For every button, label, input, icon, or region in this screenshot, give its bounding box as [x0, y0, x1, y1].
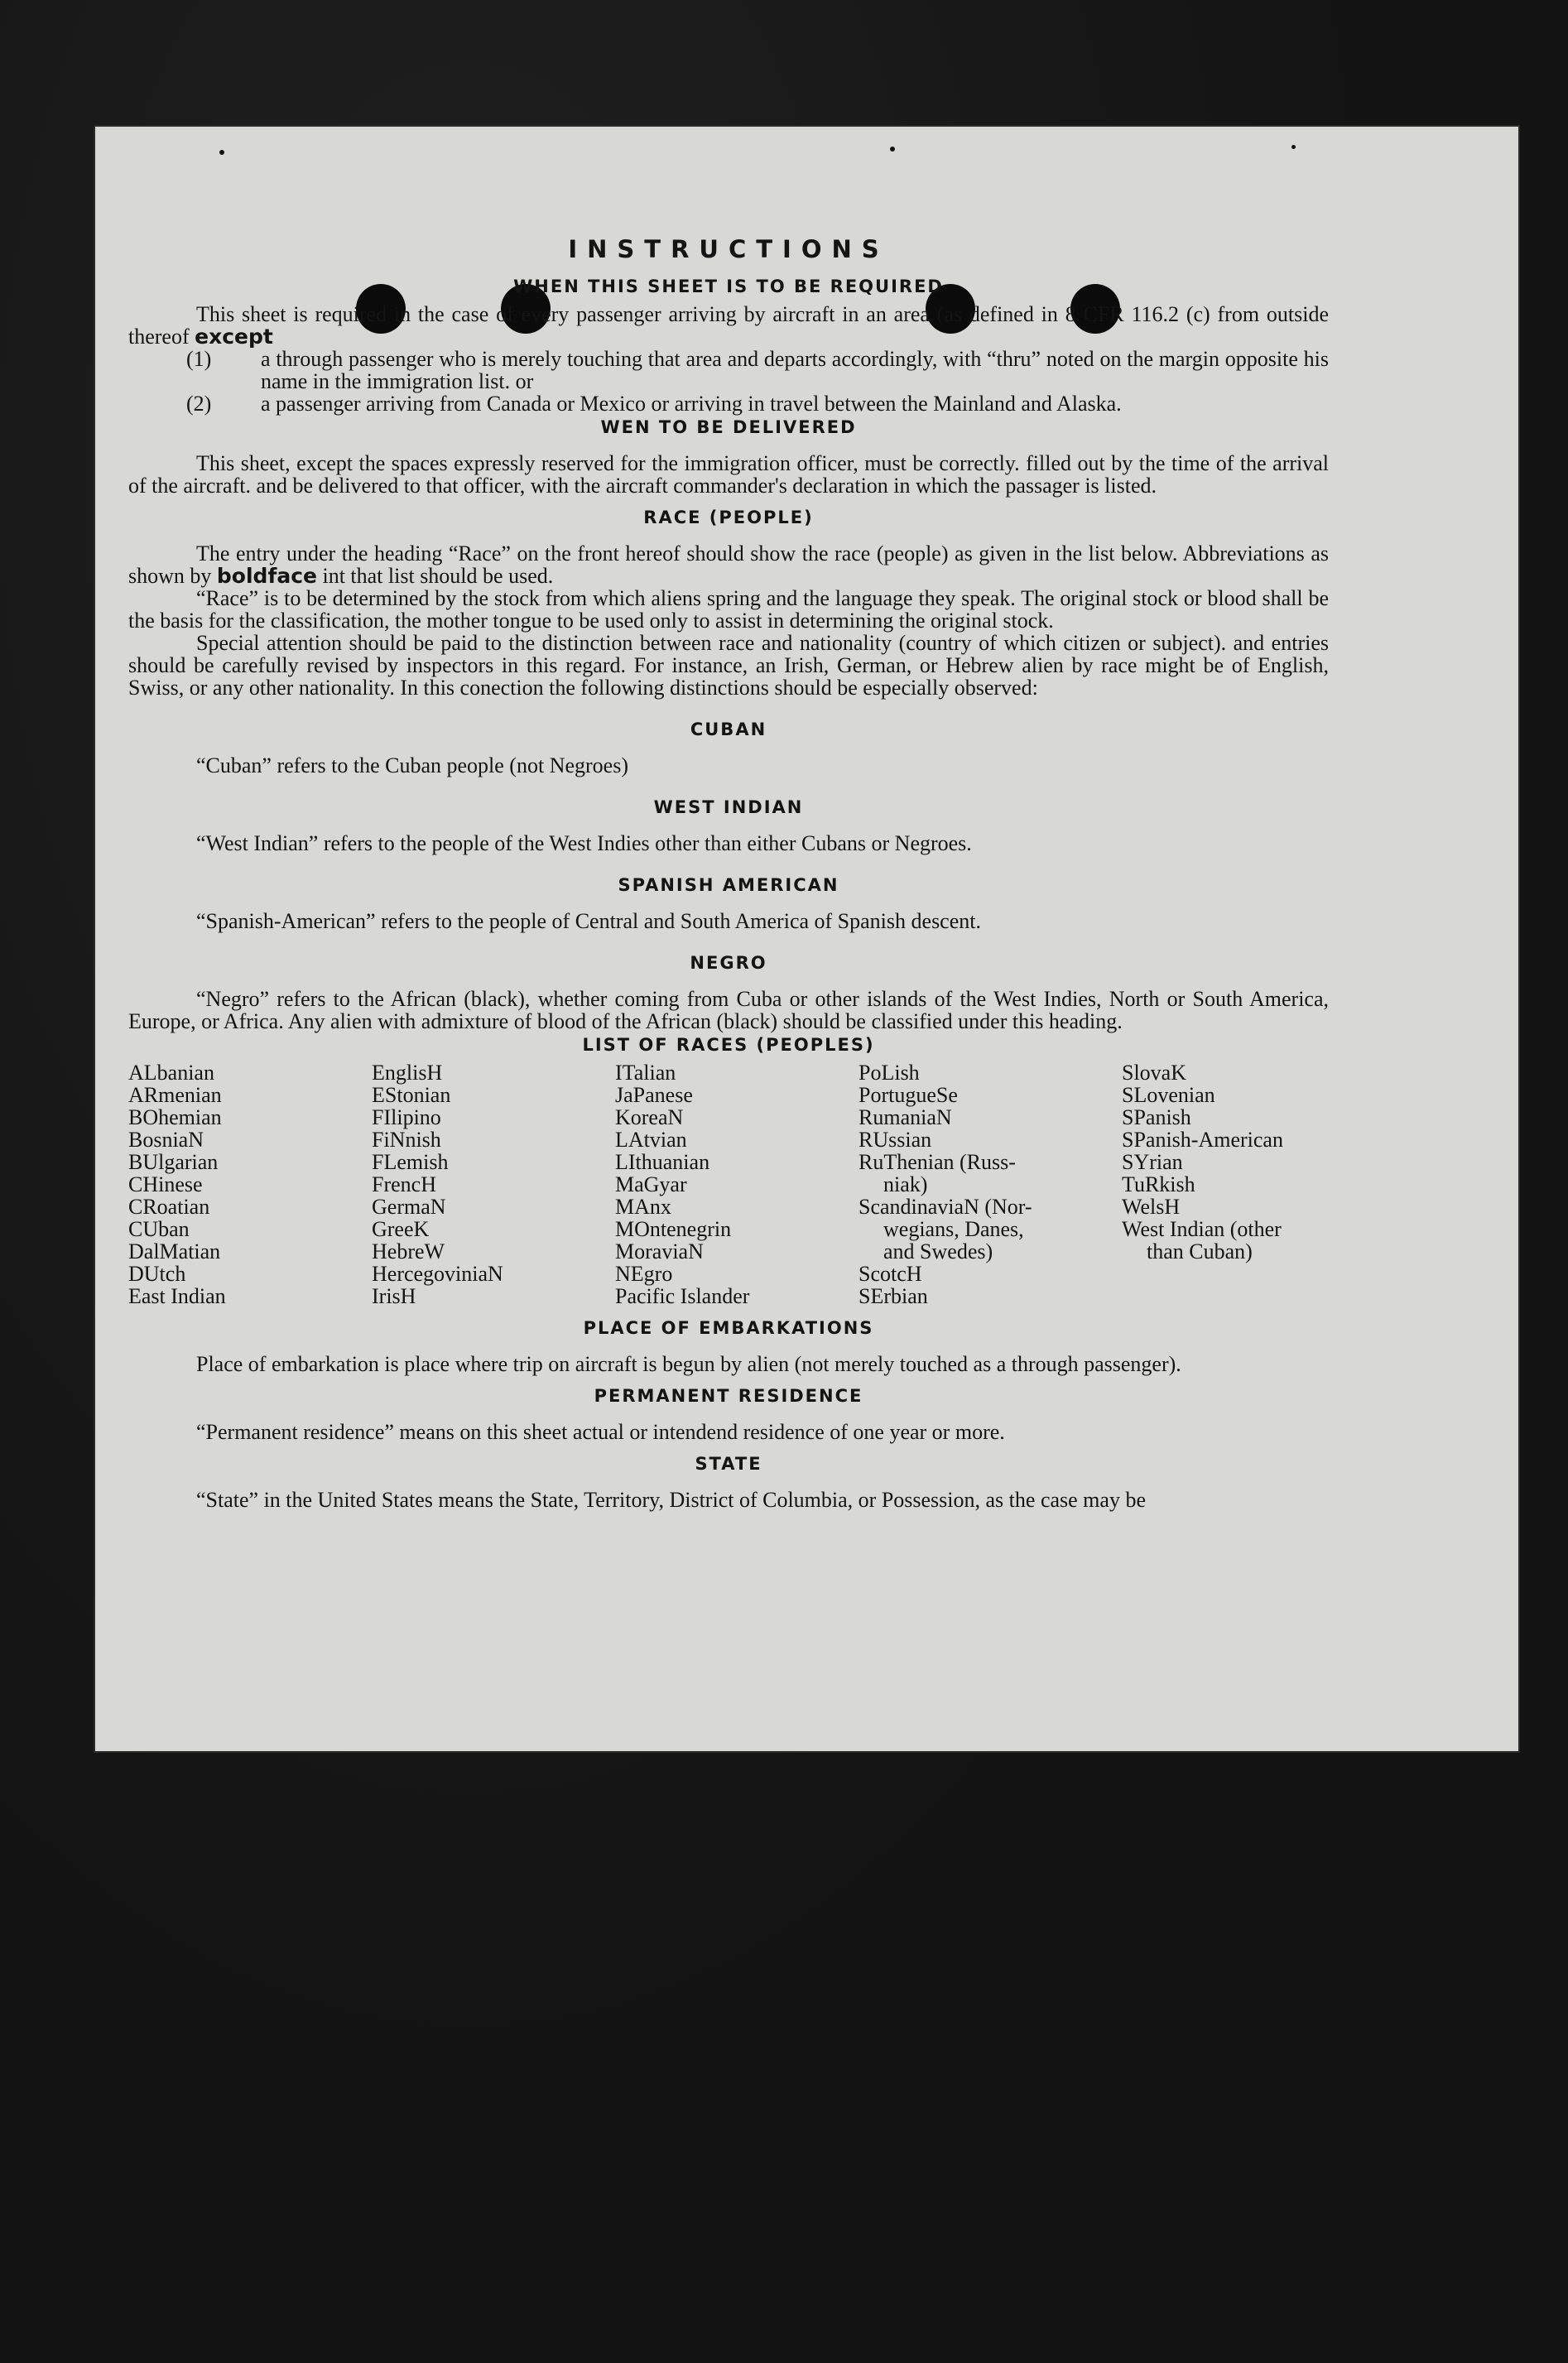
race-entry: RumaniaN: [859, 1105, 952, 1129]
section-text: “Permanent residence” means on this sheet actual or intendend residence of one year or more.: [196, 1420, 1005, 1444]
race-entry: East Indian: [128, 1284, 226, 1308]
instructions-body: [128, 235, 1329, 1512]
race-entry: MoraviaN: [615, 1239, 704, 1263]
section-text: This sheet is required in the case of every passenger arriving by aircraft in an area (as defined in 8 CFR 116.2 (c) from outside thereof except: [128, 302, 1329, 349]
race-entry: FrencH: [372, 1172, 436, 1196]
race-entry: CHinese: [128, 1172, 203, 1196]
race-column: [128, 1061, 372, 1307]
race-entry: LAtvian: [615, 1128, 687, 1152]
section-text: Special attention should be paid to the distinction between race and nationality (country of which citizen or subject). and entries should be carefully revised by inspectors in this regard. For instance, an Irish, German, or Hebrew alien by race might be of English, Swiss, or any other nationality. In this conection the following distinctions should be especially observed:: [128, 631, 1329, 700]
section-text: “West Indian” refers to the people of the West Indies other than either Cubans or Negroes.: [196, 831, 972, 855]
race-entry: BosniaN: [128, 1128, 204, 1152]
race-column: [1122, 1061, 1337, 1307]
race-entry: CRoatian: [128, 1195, 210, 1219]
race-entry: RuThenian (Russ-: [859, 1150, 1016, 1174]
race-entry: TuRkish: [1122, 1172, 1195, 1196]
race-entry: FIlipino: [372, 1105, 441, 1129]
race-entry: JaPanese: [615, 1083, 693, 1107]
race-entry: EStonian: [372, 1083, 451, 1107]
section-heading: WEST INDIAN: [653, 797, 804, 817]
race-entry: SLovenian: [1122, 1083, 1215, 1107]
race-entry: GermaN: [372, 1195, 446, 1219]
section-heading: PLACE OF EMBARKATIONS: [583, 1318, 874, 1338]
section-heading: WHEN THIS SHEET IS TO BE REQUIRED: [513, 277, 944, 296]
section-heading: NEGRO: [690, 953, 767, 973]
race-entry: SPanish: [1122, 1105, 1191, 1129]
scan-speck: [1291, 145, 1296, 149]
race-entry: DalMatian: [128, 1239, 221, 1263]
section-text: “Race” is to be determined by the stock from which aliens spring and the language they speak. The original stock or blood shall be the basis for the classification, the mother tongue to be used only to assist in determining the original stock.: [128, 586, 1329, 633]
race-list: [128, 1061, 1329, 1307]
race-entry: ScotcH: [859, 1262, 922, 1286]
race-entry: WelsH: [1122, 1195, 1181, 1219]
race-entry: BUlgarian: [128, 1150, 219, 1174]
race-column: [372, 1061, 615, 1307]
section-heading: PERMANENT RESIDENCE: [594, 1386, 863, 1406]
race-entry: MaGyar: [615, 1172, 687, 1196]
section-text: Place of embarkation is place where trip on aircraft is begun by alien (not merely touched as a through passenger).: [196, 1352, 1181, 1376]
section-heading: STATE: [695, 1454, 762, 1474]
race-entry: niak): [883, 1172, 928, 1196]
race-entry: CUban: [128, 1217, 190, 1241]
race-entry: GreeK: [372, 1217, 430, 1241]
race-column: [615, 1061, 859, 1307]
race-entry: ScandinaviaN (Nor-: [859, 1195, 1032, 1219]
race-entry: IrisH: [372, 1284, 416, 1308]
section-text: “State” in the United States means the State, Territory, District of Columbia, or Possession, as the case may be: [196, 1488, 1146, 1512]
race-entry: West Indian (other: [1122, 1217, 1282, 1241]
race-entry: SlovaK: [1122, 1061, 1186, 1085]
race-entry: SErbian: [859, 1284, 928, 1308]
document-page: [95, 127, 1518, 1751]
section-text: The entry under the heading “Race” on the front hereof should show the race (people) as given in the list below. Abbreviations as shown by boldface int that list should be used.: [128, 541, 1329, 588]
scan-speck: [219, 150, 224, 155]
section-heading: WEN TO BE DELIVERED: [600, 417, 857, 437]
race-entry: ALbanian: [128, 1061, 214, 1085]
race-entry: and Swedes): [883, 1239, 993, 1263]
race-entry: LIthuanian: [615, 1150, 710, 1174]
page-title: INSTRUCTIONS: [568, 235, 889, 263]
section-heading: SPANISH AMERICAN: [618, 875, 839, 895]
race-entry: SPanish-American: [1122, 1128, 1283, 1152]
section-text: “Spanish-American” refers to the people of Central and South America of Spanish descent.: [196, 909, 981, 933]
race-entry: ITalian: [615, 1061, 676, 1085]
race-column: [859, 1061, 1122, 1307]
race-entry: HebreW: [372, 1239, 445, 1263]
race-entry: KoreaN: [615, 1105, 684, 1129]
race-entry: HercegoviniaN: [372, 1262, 503, 1286]
race-entry: NEgro: [615, 1262, 673, 1286]
race-entry: MOntenegrin: [615, 1217, 732, 1241]
race-entry: RUssian: [859, 1128, 932, 1152]
race-entry: BOhemian: [128, 1105, 222, 1129]
race-entry: PortugueSe: [859, 1083, 958, 1107]
section-heading: CUBAN: [690, 719, 767, 739]
section-text: “Negro” refers to the African (black), whether coming from Cuba or other islands of the West Indies, North or South America, Europe, or Africa. Any alien with admixture of blood of the African (black) should be classified under this heading.: [128, 987, 1329, 1033]
list-item: (1) a through passenger who is merely touching that area and departs accordingly, with “thru” noted on the margin opposite his name in the immigration list. or: [186, 347, 1329, 393]
section-heading: RACE (PEOPLE): [643, 508, 814, 527]
race-entry: MAnx: [615, 1195, 671, 1219]
race-entry: than Cuban): [1147, 1239, 1253, 1263]
race-entry: DUtch: [128, 1262, 186, 1286]
race-entry: EnglisH: [372, 1061, 443, 1085]
section-text: “Cuban” refers to the Cuban people (not Negroes): [196, 753, 628, 777]
race-entry: Pacific Islander: [615, 1284, 750, 1308]
race-entry: FiNnish: [372, 1128, 441, 1152]
race-entry: FLemish: [372, 1150, 449, 1174]
section-heading: LIST OF RACES (PEOPLES): [582, 1035, 875, 1055]
race-entry: PoLish: [859, 1061, 920, 1085]
race-entry: ARmenian: [128, 1083, 222, 1107]
race-entry: wegians, Danes,: [883, 1217, 1024, 1241]
section-text: This sheet, except the spaces expressly reserved for the immigration officer, must be correctly. filled out by the time of the arrival of the aircraft. and be delivered to that officer, with the aircraft commander's declaration in which the passager is listed.: [128, 451, 1329, 498]
scan-speck: [890, 147, 895, 152]
list-item: (2) a passenger arriving from Canada or Mexico or arriving in travel between the Mainland and Alaska.: [186, 392, 1122, 416]
race-entry: SYrian: [1122, 1150, 1183, 1174]
